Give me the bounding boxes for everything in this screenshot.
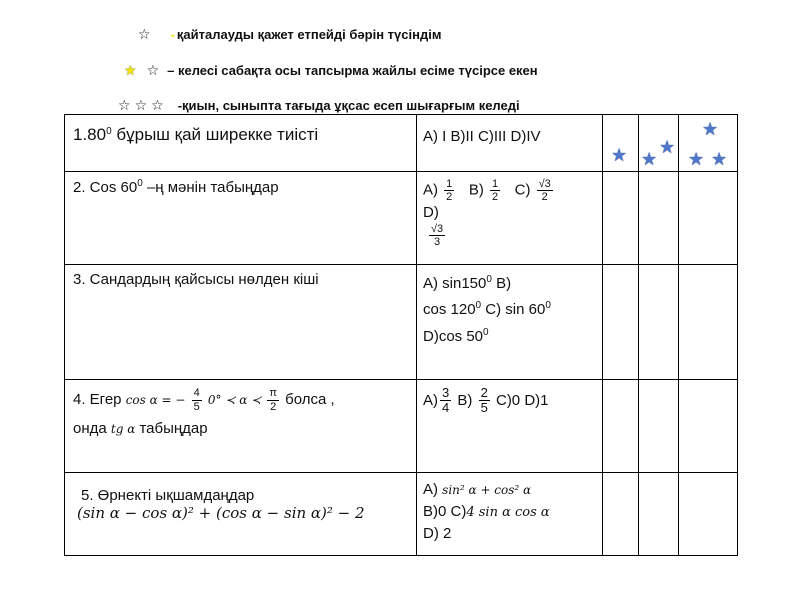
rating-cell-3[interactable]: [679, 172, 738, 265]
fraction: $\frac{√3}{3}$: [431, 222, 444, 248]
legend-text-3: -қиын, сыныпта тағыда ұқсас есеп шығарғым келеді: [177, 98, 520, 113]
question-text: 5. Өрнекті ықшамдаңдар (sin α − cos α)² + (cos α − sin α)² − 2: [77, 487, 365, 522]
table-row: [65, 172, 738, 265]
star-outline-icon: ☆: [146, 62, 160, 78]
fraction: $\frac{3}{4}$: [442, 385, 450, 416]
answer-text: А) І В)ІІ С)ІІІ D)IV: [423, 128, 541, 145]
fraction: $\frac{1}{2}$: [491, 178, 499, 204]
legend-text-2: – келесі сабақта осы тапсырма жайлы есіме түсірсе екен: [167, 63, 538, 78]
question-text: 3. Сандардың қайсысы нөлден кіші: [73, 271, 319, 288]
answer-cell: [417, 115, 603, 172]
star-outline-icon: ☆: [134, 97, 148, 113]
fraction: $\frac{\pi}{2}$: [269, 387, 277, 413]
table-row: [65, 265, 738, 380]
fraction: $\frac{2}{5}$: [480, 385, 488, 416]
question-cell: [65, 115, 417, 172]
quiz-table: [64, 114, 738, 556]
table-row: [65, 473, 738, 556]
answer-options: А) sin² α + cos² α В)0 С)4 sin α cos α D) 2: [423, 481, 550, 542]
yellow-dot-icon: -: [170, 27, 175, 42]
rating-cell-3[interactable]: [679, 473, 738, 556]
math-expression: sin² α + cos² α: [442, 483, 532, 497]
answer-options: А) $\sin 150^0$ В) $\cos 120^0$ С) $\sin 60^0$ D)cos $50^0$: [423, 274, 551, 345]
rating-cell-1[interactable]: [603, 473, 639, 556]
star-blue-icon: ★: [611, 145, 628, 165]
rating-cell-3[interactable]: [679, 115, 738, 172]
math-expression: tg α: [110, 421, 136, 436]
answer-options: A) $\frac{1}{2}$ B) $\frac{1}{2}$ C) $\frac{√3}{2}$ D) $\frac{√3}{3}$: [423, 178, 551, 248]
question-cell: [65, 172, 417, 265]
star-blue-icon: ★: [688, 149, 705, 169]
star-blue-icon: ★: [702, 119, 719, 139]
math-expression: (sin α − cos α)² + (cos α − sin α)² − 2: [77, 504, 365, 522]
rating-cell-2[interactable]: [639, 172, 679, 265]
star-blue-icon: ★: [659, 137, 676, 157]
rating-cell-2[interactable]: [639, 265, 679, 380]
legend-line-3: [118, 97, 520, 114]
fraction: $\frac{√3}{2}$: [538, 178, 551, 204]
star-blue-icon: ★: [641, 149, 658, 169]
star-outline-icon: ☆: [138, 26, 151, 42]
star-yellow-icon: ★: [124, 62, 137, 78]
table-row: [65, 380, 738, 473]
math-expression: cos α = −: [125, 393, 186, 407]
answer-options: А) $\frac{3}{4}$ В) $\frac{2}{5}$ С)0 D)1: [423, 385, 549, 416]
question-text: 4. Егер cos α = − $\frac{4}{5}$ 0° ≺ α ≺ $\frac{\pi}{2}$ болса , онда tg α табыңдар: [73, 387, 335, 437]
table-row: [65, 115, 738, 172]
rating-cell-1[interactable]: [603, 172, 639, 265]
legend-line-2: [124, 62, 538, 79]
rating-cell-1[interactable]: [603, 115, 639, 172]
math-expression: 0° ≺ α ≺: [207, 393, 262, 407]
rating-cell-3[interactable]: [679, 265, 738, 380]
star-blue-icon: ★: [711, 149, 728, 169]
rating-cell-2[interactable]: [639, 380, 679, 473]
legend-line-1: [138, 26, 441, 43]
question-cell: [65, 265, 417, 380]
fraction: $\frac{1}{2}$: [446, 178, 453, 204]
rating-cell-1[interactable]: [603, 380, 639, 473]
answer-cell: [417, 172, 603, 265]
answer-cell: [417, 265, 603, 380]
rating-cell-2[interactable]: [639, 115, 679, 172]
math-expression: 4 sin α cos α: [466, 504, 550, 520]
answer-cell: [417, 380, 603, 473]
legend-text-1: қайталауды қажет етпейді бәрін түсіндім: [176, 27, 442, 42]
answer-cell: [417, 473, 603, 556]
rating-cell-3[interactable]: [679, 380, 738, 473]
star-outline-icon: ☆: [151, 97, 164, 113]
question-text: 1.80$^0$ бұрыш қай ширекке тиісті: [73, 125, 319, 144]
question-text: 2. Cos $60^0$ –ң мәнін табыңдар: [73, 178, 279, 196]
rating-cell-1[interactable]: [603, 265, 639, 380]
fraction: $\frac{4}{5}$: [193, 387, 200, 413]
question-cell: [65, 473, 417, 556]
rating-cell-2[interactable]: [639, 473, 679, 556]
question-cell: [65, 380, 417, 473]
star-outline-icon: ☆: [118, 97, 131, 113]
